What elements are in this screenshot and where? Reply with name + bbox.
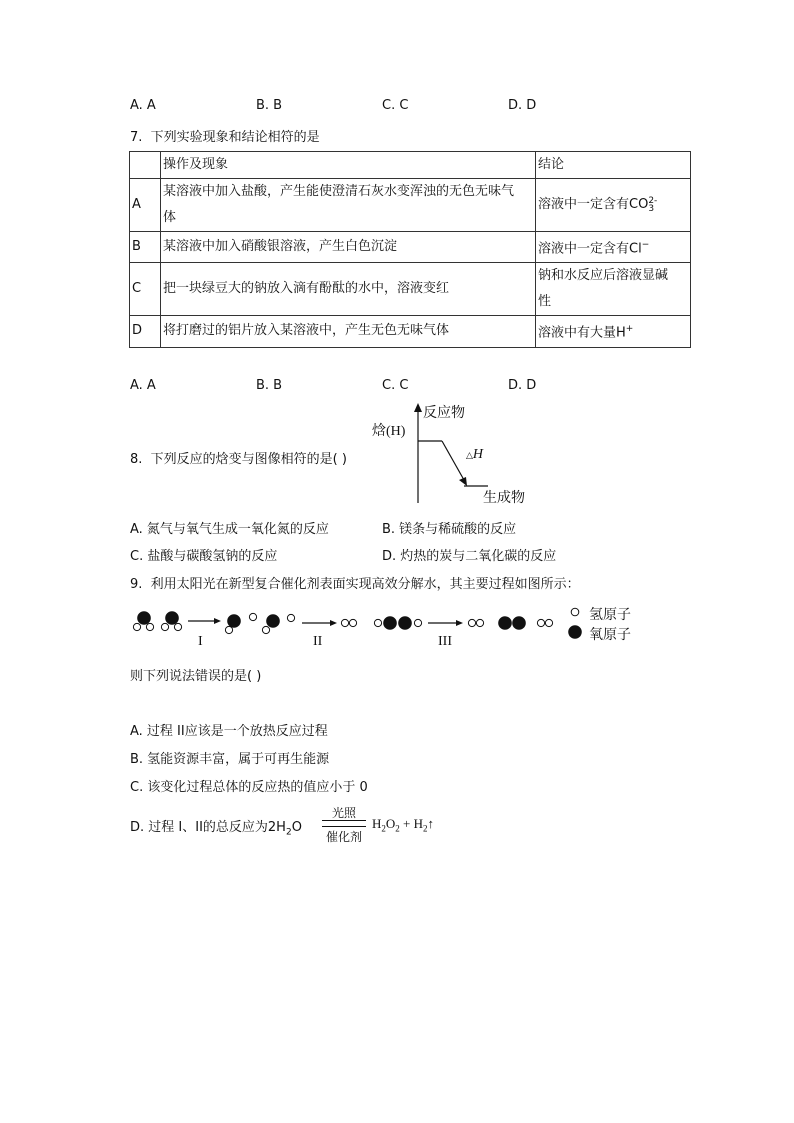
- product-label: 生成物: [483, 490, 525, 506]
- table-row: [130, 232, 691, 263]
- q8-option-d: D. 灼热的炭与二氧化碳的反应: [382, 549, 557, 564]
- step-label-2: II: [313, 634, 323, 649]
- q9-stem-text: 利用太阳光在新型复合催化剂表面实现高效分解水，其主要过程如图所示：: [150, 577, 580, 592]
- oxygen-atom: [266, 614, 280, 628]
- row-label: B: [130, 232, 161, 263]
- y-axis-label: 焓(H): [372, 424, 406, 439]
- step-label-3: III: [438, 634, 452, 649]
- row-operation: 某溶液中加入硝酸银溶液，产生白色沉淀: [161, 232, 536, 263]
- table-row: [130, 263, 691, 316]
- q7-number: 7.: [130, 130, 143, 145]
- row-label: C: [130, 263, 161, 316]
- row-operation: 把一块绿豆大的钠放入滴有酚酞的水中，溶液变红: [161, 263, 536, 316]
- q8-number: 8.: [130, 452, 143, 467]
- row-conclusion: 溶液中一定含有Cl−: [536, 232, 691, 263]
- oxygen-atom: [383, 616, 397, 630]
- table-header-row: [130, 152, 691, 179]
- q9-number: 9.: [130, 577, 143, 592]
- oxygen-atom: [227, 614, 241, 628]
- q6-option-a: A. A: [130, 98, 156, 113]
- row-conclusion: 钠和水反应后溶液显碱 性: [536, 263, 691, 316]
- q6-option-b: B. B: [256, 98, 283, 113]
- oxygen-atom: [165, 611, 179, 625]
- q9-question: 则下列说法错误的是( ): [130, 669, 262, 684]
- table-header-cell: 操作及现象: [161, 152, 536, 179]
- q6-option-c: C. C: [382, 98, 409, 113]
- q7-option-c: C. C: [382, 378, 409, 393]
- q6-option-d: D. D: [508, 98, 537, 113]
- row-conclusion: 溶液中一定含有CO 2- 3: [536, 179, 691, 232]
- legend-oxygen-label: 氧原子: [589, 627, 631, 643]
- step-label-1: I: [198, 634, 203, 649]
- table-row: [130, 179, 691, 232]
- q8-option-b: B. 镁条与稀硫酸的反应: [382, 522, 517, 537]
- q7-option-b: B. B: [256, 378, 283, 393]
- energy-drop-line: [442, 441, 464, 480]
- q7-stem-text: 下列实验现象和结论相符的是: [150, 130, 320, 145]
- drop-arrowhead: [459, 477, 467, 486]
- oxygen-atom: [398, 616, 412, 630]
- q8-stem: [130, 448, 347, 467]
- y-axis-arrow: [414, 403, 422, 412]
- oxygen-atom: [512, 616, 526, 630]
- oxygen-atom: [498, 616, 512, 630]
- water-splitting-diagram: [128, 605, 648, 653]
- reaction-products: $H_2O_2$ + $H_2↑$: [372, 816, 435, 834]
- q7-table: [129, 151, 691, 348]
- table-header-cell: 结论: [536, 152, 691, 179]
- delta-h-label: △H: [466, 447, 484, 462]
- q7-stem: [130, 126, 320, 145]
- q9-option-c: C. 该变化过程总体的反应热的值应小于 0: [130, 780, 368, 795]
- reactant-label: 反应物: [423, 405, 465, 421]
- table-header-cell: [130, 152, 161, 179]
- q9-option-a: A. 过程 II应该是一个放热反应过程: [130, 724, 328, 739]
- row-conclusion: 溶液中有大量H+: [536, 316, 691, 347]
- row-label: D: [130, 316, 161, 347]
- row-operation: 将打磨过的铝片放入某溶液中，产生无色无味气体: [161, 316, 536, 347]
- reaction-equals-sign: [322, 820, 366, 827]
- q7-option-d: D. D: [508, 378, 537, 393]
- legend-hydrogen-icon: [571, 608, 579, 616]
- row-label: A: [130, 179, 161, 232]
- oxygen-atom: [137, 611, 151, 625]
- q8-option-a: A. 氮气与氧气生成一氧化氮的反应: [130, 522, 329, 537]
- q9-stem: [130, 573, 580, 592]
- q8-stem-text: 下列反应的焓变与图像相符的是( ): [150, 452, 347, 467]
- legend-oxygen-icon: [568, 625, 582, 639]
- table-row: [130, 316, 691, 347]
- q7-option-a: A. A: [130, 378, 156, 393]
- row-operation: 某溶液中加入盐酸，产生能使澄清石灰水变浑浊的无色无味气 体: [161, 179, 536, 232]
- reaction-condition-below: 催化剂: [325, 830, 362, 844]
- legend-hydrogen-label: 氢原子: [589, 607, 631, 623]
- q9-option-d: D. 过程 I、II的总反应为$2H_2O$: [130, 820, 302, 838]
- q9-option-b: B. 氢能资源丰富，属于可再生能源: [130, 752, 330, 767]
- q8-option-c: C. 盐酸与碳酸氢钠的反应: [130, 549, 278, 564]
- reaction-condition-above: 光照: [331, 806, 356, 820]
